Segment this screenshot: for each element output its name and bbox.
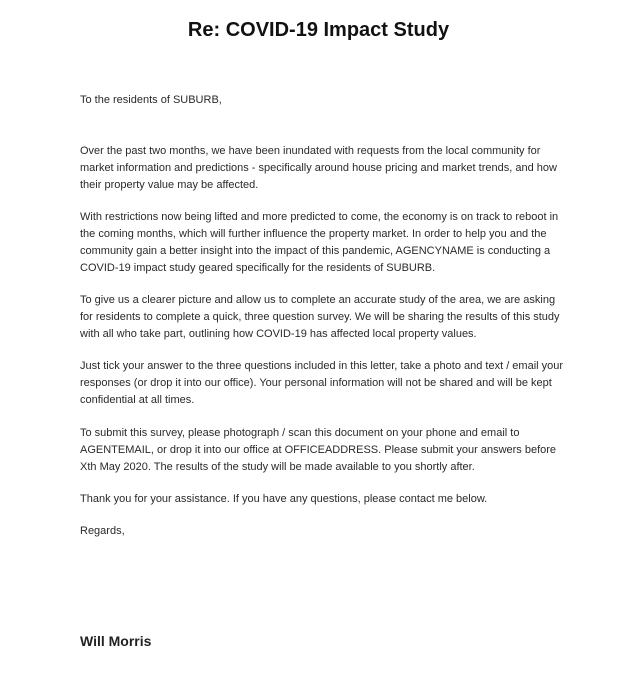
letter-paragraph-6: Thank you for your assistance. If you have any questions, please contact me below. — [80, 492, 488, 505]
letter-paragraph-5: To submit this survey, please photograph / scan this document on your phone and email to AGENTEMAIL, or drop it into our office at OFFICEADDRESS. Please submit your answers before Xth May 2020. The results of the study will be made available to you shortly after. — [80, 426, 557, 473]
letter-closing: Regards, — [80, 525, 125, 538]
letter-paragraph-3: To give us a clearer picture and allow us to complete an accurate study of the area, we are asking for residents to complete a quick, three question survey. We will be sharing the results of this study with all who take part, outlining how COVID-19 has affected local property values. — [80, 294, 560, 341]
letter-paragraph-4: Just tick your answer to the three questions included in this letter, take a photo and text / email your responses (or drop it into our office). Your personal information will not be shared and will be kept confidential at all times. — [80, 360, 564, 407]
letter-greeting: To the residents of SUBURB, — [80, 94, 222, 106]
letter-paragraph-1: Over the past two months, we have been inundated with requests from the local community for market information and predictions - specifically around house pricing and market trends, and how their property value may be affected. — [80, 144, 557, 191]
letter-title: Re: COVID-19 Impact Study — [187, 19, 450, 41]
letter-signature: Will Morris — [80, 633, 152, 649]
letter-body — [80, 92, 564, 540]
letter-paragraph-2: With restrictions now being lifted and more predicted to come, the economy is on track to reboot in the coming months, which will further influence the property market. In order to help you and the community gain a better insight into the impact of this pandemic, AGENCYNAME is conducting a COVID-19 impact study geared specifically for the residents of SUBURB. — [80, 211, 559, 274]
